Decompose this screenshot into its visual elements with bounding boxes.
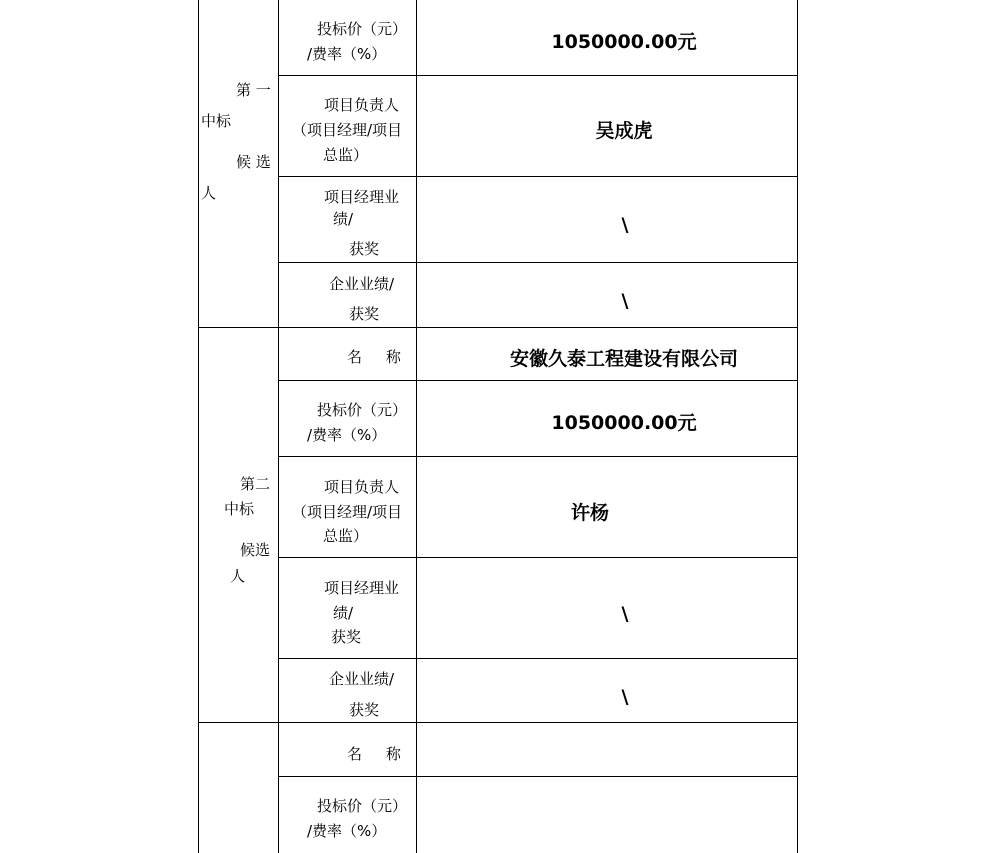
bid-price-label: 投标价（元） xyxy=(317,20,408,38)
project-manager-label: （项目经理/项目 xyxy=(292,121,403,139)
project-manager-label: 项目负责人 xyxy=(324,478,400,496)
name-label: 名 称 xyxy=(347,348,401,366)
manager-achievements-label: 获奖 xyxy=(331,628,362,646)
row-divider xyxy=(278,75,798,76)
company-achievements-label: 企业业绩/ xyxy=(329,670,395,688)
company-achievements-label: 企业业绩/ xyxy=(329,275,395,293)
bid-price-label: /费率（%） xyxy=(307,822,387,840)
manager-achievements-label: 绩/ xyxy=(333,210,354,228)
bid-price-label: /费率（%） xyxy=(307,426,387,444)
manager-achievements-label: 获奖 xyxy=(349,240,380,258)
group-label-line: 第二 xyxy=(240,475,271,493)
label-value-divider xyxy=(416,0,417,853)
project-manager-label: （项目经理/项目 xyxy=(292,503,403,521)
bid-price-label: 投标价（元） xyxy=(317,401,408,419)
manager-achievements-label: 项目经理业 xyxy=(324,579,400,597)
manager-achievements-label: 绩/ xyxy=(333,604,354,622)
company-achievements-label: 获奖 xyxy=(349,305,380,323)
project-manager-label: 总监） xyxy=(323,146,369,164)
project-manager-label: 项目负责人 xyxy=(324,96,400,114)
group-label-line: 候选 xyxy=(240,541,271,559)
manager-achievements-value: \ xyxy=(621,214,629,236)
row-divider xyxy=(278,262,798,263)
group-label-line: 人 xyxy=(230,567,246,585)
row-divider xyxy=(278,380,798,381)
company-name-value: 安徽久泰工程建设有限公司 xyxy=(509,348,739,370)
project-manager-label: 总监） xyxy=(323,527,369,545)
row-divider xyxy=(278,776,798,777)
bid-price-label: /费率（%） xyxy=(307,45,387,63)
company-achievements-value: \ xyxy=(621,686,629,708)
name-label: 名 称 xyxy=(347,745,401,763)
bid-price-label: 投标价（元） xyxy=(317,797,408,815)
row-divider xyxy=(278,557,798,558)
group-label-line: 中标 xyxy=(224,500,255,518)
row-divider xyxy=(278,658,798,659)
group-label-line: 第 一 xyxy=(236,81,271,99)
group-divider xyxy=(198,327,798,328)
manager-achievements-value: \ xyxy=(621,603,629,625)
manager-achievements-label: 项目经理业 xyxy=(324,188,400,206)
project-manager-value: 许杨 xyxy=(570,502,610,524)
bid-price-value: 1050000.00元 xyxy=(551,412,697,434)
group-divider xyxy=(198,722,798,723)
bid-price-value: 1050000.00元 xyxy=(551,31,697,53)
group-label-line: 中标 xyxy=(201,112,232,130)
group-label-line: 人 xyxy=(201,184,217,202)
table-right-border xyxy=(797,0,798,853)
table-left-border xyxy=(198,0,199,853)
row-divider xyxy=(278,456,798,457)
group-label-line: 候 选 xyxy=(236,153,271,171)
company-achievements-value: \ xyxy=(621,290,629,312)
project-manager-value: 吴成虎 xyxy=(595,120,653,142)
company-achievements-label: 获奖 xyxy=(349,701,380,719)
group-label-divider xyxy=(278,0,279,853)
row-divider xyxy=(278,176,798,177)
